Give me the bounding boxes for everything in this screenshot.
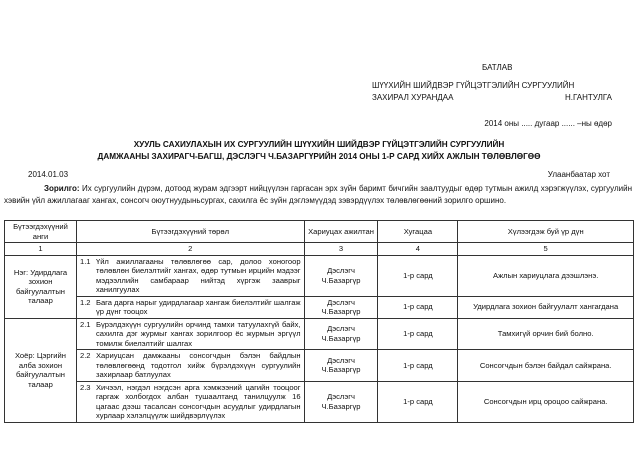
- approval-date: 2014 оны ..... дугаар ...... –ны өдөр: [484, 119, 612, 128]
- table-row: [5, 381, 634, 422]
- document-meta: [28, 170, 610, 179]
- responsible-cell: Дэслэгч Ч.Базаргүр: [304, 381, 378, 422]
- header-category: Бүтээгдэхүүний анги: [5, 221, 77, 243]
- document-title-line1: ХУУЛЬ САХИУЛАХЫН ИХ СУРГУУЛИЙН ШҮҮХИЙН ШИЙДВЭР ГҮЙЦЭТГЭЛИЙН СУРГУУЛИЙН: [133, 140, 505, 149]
- table-number-row: [5, 243, 634, 256]
- header-type: Бүтээгдэхүүний төрөл: [76, 221, 304, 243]
- document-title: [0, 139, 638, 163]
- activity-text: Хичээл, нэгдэл нэгдсэн арга хэмжээний цагийн тооцоог гаргаж холбогдох албан тушаалтанд танилцуулж 16 цагаас дээш тасалсан сонсогчдын асуудлыг удирдлагын хурлаар хэлэлцүүлж шийдвэрлүүлэх: [95, 382, 301, 420]
- activity-number: 2.1: [79, 319, 91, 329]
- purpose-text: Их сургуулийн дүрэм, дотоод журам эдгээрт нийцүүлэн гаргасан эрх зүйн баримт бичгийн заалтуудыг өдөр тутмын ажилд хэрэгжүүлэх, сургуулийн хэвийн үйл ажиллагааг хангах, сонсогч оюутнуудыньсургах, сахилга ёс зүйн дэглэмүүдэд зэвэрдүүлэх төлөвлөгөөний зорилго оршино.: [4, 184, 632, 205]
- activity-text: Хариуцсан дамжааны сонсогчдын бэлэн байдлын төлөвлөгөөнд тодотгол хийж бүрэлдэхүүн сургуулийн захирлаар батлуулах: [95, 351, 301, 379]
- activity-cell: [76, 296, 304, 318]
- responsible-cell: Дэслэгч Ч.Базаргүр: [304, 255, 378, 296]
- header-responsible: Хариуцах ажилтан: [304, 221, 378, 243]
- result-cell: Сонсогчдын бэлэн байдал сайжрана.: [458, 350, 634, 382]
- category-cell: Нэг: Удирдлага зохион байгуулалтын талаар: [5, 255, 77, 318]
- activity-cell: [76, 350, 304, 382]
- result-cell: Сонсогчдын ирц ороцоо сайжрана.: [458, 381, 634, 422]
- document-place: Улаанбаатар хот: [547, 170, 610, 179]
- activity-number: 1.2: [79, 297, 91, 307]
- table-row: [5, 296, 634, 318]
- document-date: 2014.01.03: [28, 170, 69, 179]
- activity-cell: [76, 318, 304, 350]
- responsible-cell: Дэслэгч Ч.Базаргүр: [304, 350, 378, 382]
- result-cell: Ажлын хариуцлага дээшлэнэ.: [458, 255, 634, 296]
- header-result: Хүлээгдэж буй үр дүн: [458, 221, 634, 243]
- activity-cell: [76, 255, 304, 296]
- table-row: [5, 350, 634, 382]
- column-number: 3: [304, 243, 378, 256]
- responsible-cell: Дэслэгч Ч.Базаргүр: [304, 296, 378, 318]
- purpose-label: Зорилго:: [44, 184, 80, 193]
- approval-block: [372, 62, 612, 130]
- activity-number: 2.2: [79, 351, 91, 360]
- column-number: 1: [5, 243, 77, 256]
- period-cell: 1-р сард: [378, 381, 458, 422]
- period-cell: 1-р сард: [378, 255, 458, 296]
- purpose-paragraph: [4, 183, 632, 207]
- document-title-line2: ДАМЖААНЫ ЗАХИРАГЧ-БАГШ, ДЭСЛЭГЧ Ч.БАЗАРГҮРИЙН 2014 ОНЫ 1-Р САРД ХИЙХ АЖЛЫН ТӨЛӨВЛӨГӨӨ: [97, 152, 541, 161]
- column-number: 2: [76, 243, 304, 256]
- activity-text: Бүрэлдэхүүн сургуулийн орчинд тамхи татуулахгүй байх, сахилга дэг журмыг хангах зорилгоор ёс журмын эргүүл томилж биелэлтийг шалгах: [95, 319, 301, 348]
- table-header-row: [5, 221, 634, 243]
- column-number: 4: [378, 243, 458, 256]
- period-cell: 1-р сард: [378, 296, 458, 318]
- result-cell: Удирдлага зохион байгуулалт хангагдана: [458, 296, 634, 318]
- activity-cell: [76, 381, 304, 422]
- activity-number: 2.3: [79, 382, 91, 392]
- approval-signer-row: [372, 92, 612, 104]
- result-cell: Тамхигүй орчин бий болно.: [458, 318, 634, 350]
- plan-table: [4, 220, 634, 423]
- approval-name: Н.ГАНТУЛГА: [565, 93, 612, 102]
- activity-text: Үйл ажиллагааны төлөвлөгөө сар, долоо хоногоор төлөвлөн биелэлтийг хангах, өдөр тутмын ирцийн мэдээг мэдээллийн самбараар нийтэд хүргэж зааврыг ханилгуулах: [95, 256, 301, 294]
- activity-number: 1.1: [79, 256, 91, 266]
- table-row: [5, 318, 634, 350]
- activity-text: Бага дарга нарыг удирдлагаар хангаж биелэлтийг шалгаж үр дүнг тооцох: [95, 297, 301, 316]
- approval-title: БАТЛАВ: [482, 63, 513, 72]
- category-cell: Хоёр: Цэргийн алба зохион байгуулалтын талаар: [5, 318, 77, 422]
- approval-position: ЗАХИРАЛ ХУРАНДАА: [372, 93, 454, 102]
- header-period: Хугацаа: [378, 221, 458, 243]
- column-number: 5: [458, 243, 634, 256]
- responsible-cell: Дэслэгч Ч.Базаргүр: [304, 318, 378, 350]
- approval-line1: ШҮҮХИЙН ШИЙДВЭР ГҮЙЦЭТГЭЛИЙН СУРГУУЛИЙН: [372, 81, 575, 90]
- table-row: [5, 255, 634, 296]
- period-cell: 1-р сард: [378, 350, 458, 382]
- period-cell: 1-р сард: [378, 318, 458, 350]
